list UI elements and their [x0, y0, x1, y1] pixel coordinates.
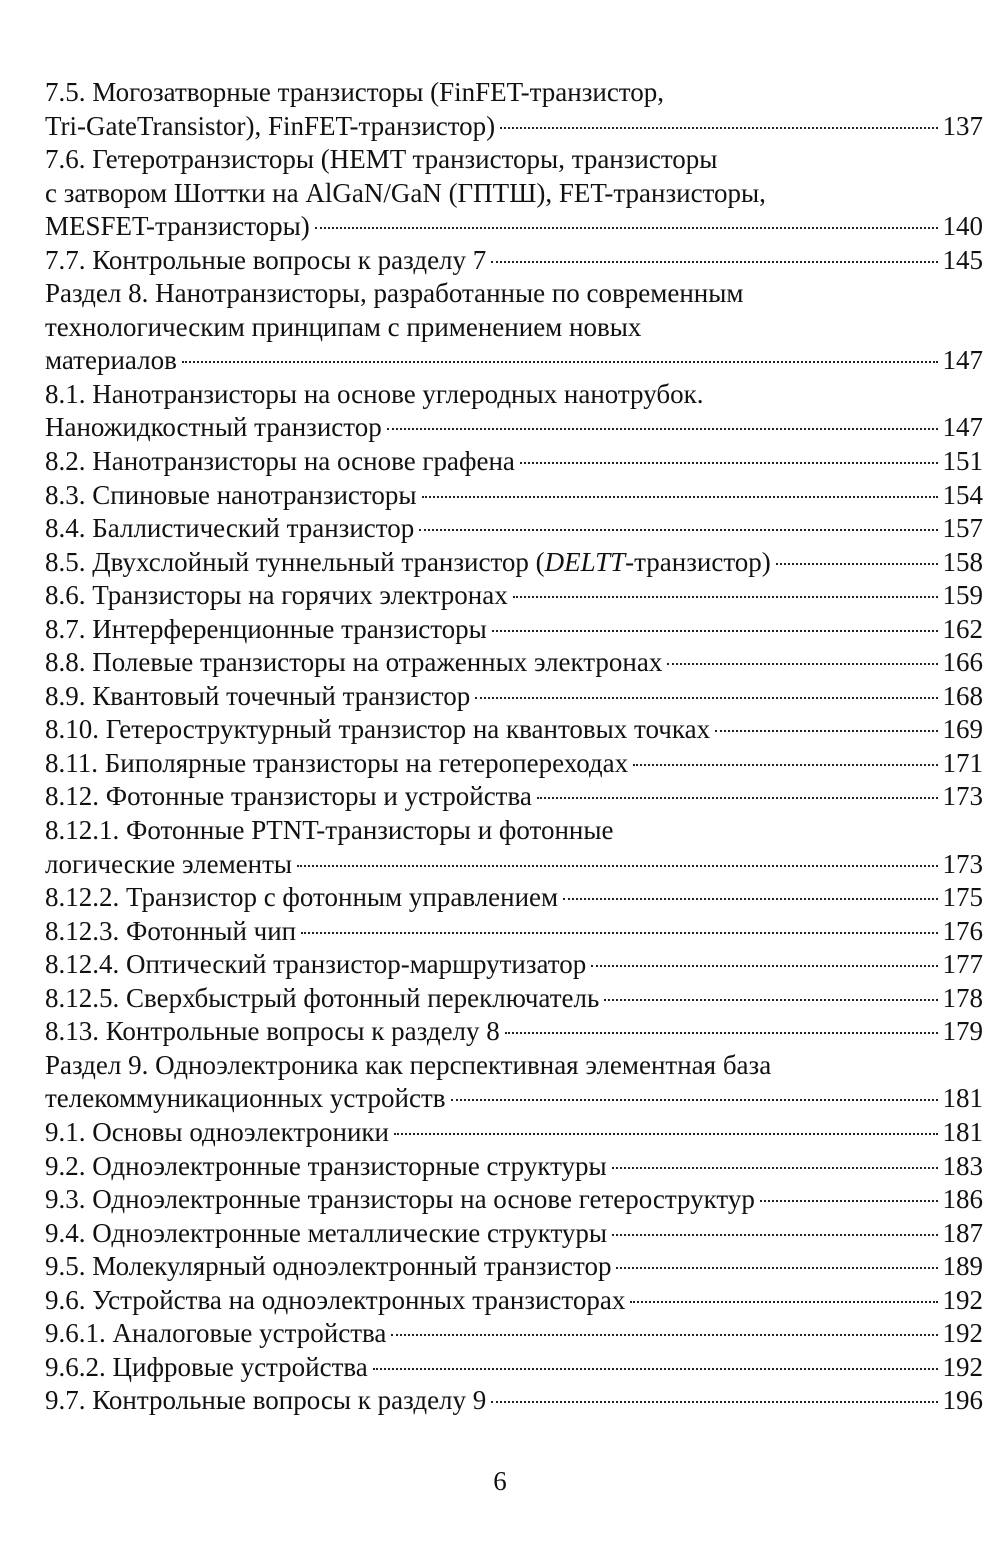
- toc-entry-title-line: 9.6.2. Цифровые устройства: [45, 1351, 368, 1382]
- dot-leader: [667, 663, 937, 665]
- toc-entry: [45, 881, 983, 915]
- toc-entry: [45, 244, 983, 278]
- toc-entry-title-line: 8.13. Контрольные вопросы к разделу 8: [45, 1016, 500, 1047]
- toc-entry: [45, 1217, 983, 1251]
- toc-entry-line: [45, 1250, 983, 1284]
- toc-page-number: 189: [942, 1251, 983, 1282]
- toc-entry: [45, 579, 983, 613]
- toc-entry-title-line: 7.6. Гетеротранзисторы (HEMT транзисторы, транзисторы: [45, 144, 718, 175]
- toc-page-number: 181: [942, 1083, 983, 1114]
- toc-entry: [45, 546, 983, 580]
- toc-entry-title-line: 8.7. Интерференционные транзисторы: [45, 613, 487, 644]
- toc-entry: [45, 1317, 983, 1351]
- toc-entry: [45, 982, 983, 1016]
- dot-leader: [373, 1368, 938, 1370]
- toc-page-number: 147: [942, 345, 983, 376]
- toc-page-number: 137: [942, 110, 983, 141]
- toc-entry-line: [45, 479, 983, 513]
- toc-entry: [45, 1351, 983, 1385]
- toc-entry: [45, 277, 983, 378]
- toc-entry: [45, 479, 983, 513]
- toc-entry: [45, 747, 983, 781]
- toc-entry-title-line: 9.6.1. Аналоговые устройства: [45, 1318, 387, 1349]
- toc-page-number: 171: [942, 747, 983, 778]
- toc-entry-title-line: 8.12.5. Сверхбыстрый фотонный переключатель: [45, 982, 600, 1013]
- toc-entry-title: [45, 546, 771, 580]
- toc-entry-title-line: 8.3. Спиновые нанотранзисторы: [45, 479, 417, 510]
- toc-entry-line: [45, 445, 983, 479]
- toc-entry-title-line: 8.9. Квантовый точечный транзистор: [45, 680, 471, 711]
- toc-page-number: 178: [942, 982, 983, 1013]
- toc-page-number: 154: [942, 479, 983, 510]
- toc-page-number: 187: [942, 1217, 983, 1248]
- dot-leader: [500, 127, 937, 129]
- dot-leader: [301, 932, 937, 934]
- dot-leader: [419, 529, 937, 531]
- toc-entry-title-line: 9.1. Основы одноэлектроники: [45, 1116, 389, 1147]
- toc-entry-title-part: -транзистор): [625, 546, 771, 577]
- toc-entry-title-line: 8.4. Баллистический транзистор: [45, 513, 415, 544]
- dot-leader: [520, 462, 938, 464]
- toc-entry-line: [45, 344, 983, 378]
- dot-leader: [612, 1167, 938, 1169]
- toc-entry-title-line: 9.2. Одноэлектронные транзисторные структуры: [45, 1150, 607, 1181]
- toc-entry-line: [45, 1317, 983, 1351]
- toc-page-number: 140: [942, 211, 983, 242]
- toc-entry-title-line: 9.6. Устройства на одноэлектронных транзисторах: [45, 1284, 626, 1315]
- toc-entry-title-line: 7.5. Могозатворные транзисторы (FinFET-транзистор,: [45, 77, 664, 107]
- toc-entry: [45, 143, 983, 244]
- toc-page-number: 157: [942, 513, 983, 544]
- toc-entry: [45, 1250, 983, 1284]
- toc-entry-title-line: 9.7. Контрольные вопросы к разделу 9: [45, 1385, 487, 1416]
- toc-page-number: 183: [942, 1150, 983, 1181]
- toc-entry-line: [45, 244, 983, 278]
- toc-entry-line: [45, 881, 983, 915]
- toc-entry-line: [45, 646, 983, 680]
- toc-page-number: 166: [942, 647, 983, 678]
- dot-leader: [475, 697, 937, 699]
- toc-entry: [45, 378, 983, 445]
- toc-entry-line: [45, 780, 983, 814]
- toc-entry: [45, 814, 983, 881]
- toc-page-number: 145: [942, 244, 983, 275]
- toc-entry-line: [45, 1284, 983, 1318]
- toc-page-number: 196: [942, 1385, 983, 1416]
- toc-entry-line: [45, 1384, 983, 1418]
- toc-entry-title-line: 8.12.1. Фотонные PTNT-транзисторы и фотонные: [45, 815, 614, 846]
- toc-entry: [45, 613, 983, 647]
- toc-entry: [45, 1015, 983, 1049]
- toc-entry-line: [45, 613, 983, 647]
- toc-page-number: 151: [942, 446, 983, 477]
- toc-entry-line: [45, 747, 983, 781]
- toc-entry-title-line: логические элементы: [45, 848, 293, 879]
- toc-entry-title-line: 8.6. Транзисторы на горячих электронах: [45, 580, 508, 611]
- toc-entry: [45, 445, 983, 479]
- toc-entry-title-line: 9.4. Одноэлектронные металлические структуры: [45, 1217, 608, 1248]
- toc-entry-line: [45, 1015, 983, 1049]
- toc-entry-title-line: технологическим принципам с применением новых: [45, 311, 642, 342]
- toc-entry-line: [45, 512, 983, 546]
- toc-entry: [45, 1384, 983, 1418]
- toc-page-number: 168: [942, 680, 983, 711]
- toc-page-number: 147: [942, 412, 983, 443]
- dot-leader: [297, 865, 937, 867]
- toc-entry: [45, 512, 983, 546]
- toc-entry-line: [45, 848, 983, 882]
- table-of-contents: [45, 76, 983, 1418]
- toc-page-number: 181: [942, 1116, 983, 1147]
- toc-entry-line: [45, 982, 983, 1016]
- toc-entry: [45, 680, 983, 714]
- toc-entry-line: [45, 915, 983, 949]
- dot-leader: [451, 1099, 938, 1101]
- dot-leader: [604, 999, 937, 1001]
- toc-entry-title-line: 8.10. Гетероструктурный транзистор на квантовых точках: [45, 714, 711, 745]
- toc-entry-line: [45, 1082, 983, 1116]
- toc-page-number: 186: [942, 1184, 983, 1215]
- toc-entry-line: [45, 546, 983, 580]
- toc-entry: [45, 646, 983, 680]
- toc-entry-line: [45, 948, 983, 982]
- dot-leader: [563, 898, 937, 900]
- toc-entry-title-line: 8.1. Нанотранзисторы на основе углеродных нанотрубок.: [45, 378, 704, 409]
- dot-leader: [633, 764, 937, 766]
- toc-entry-title-line: Раздел 8. Нанотранзисторы, разработанные по современным: [45, 278, 744, 309]
- dot-leader: [537, 797, 938, 799]
- toc-page-number: 173: [942, 781, 983, 812]
- toc-entry: [45, 1150, 983, 1184]
- dot-leader: [492, 630, 938, 632]
- toc-entry: [45, 1284, 983, 1318]
- toc-page-number: 162: [942, 613, 983, 644]
- dot-leader: [491, 261, 937, 263]
- toc-entry-line: [45, 210, 983, 244]
- toc-entry-title-line: 7.7. Контрольные вопросы к разделу 7: [45, 244, 487, 275]
- toc-page-number: 169: [942, 714, 983, 745]
- dot-leader: [715, 730, 937, 732]
- dot-leader: [591, 965, 937, 967]
- toc-page-number: 179: [942, 1016, 983, 1047]
- toc-entry: [45, 1183, 983, 1217]
- toc-page-number: 173: [942, 848, 983, 879]
- toc-entry-title-line: Раздел 9. Одноэлектроника как перспективная элементная база: [45, 1049, 772, 1080]
- toc-entry: [45, 713, 983, 747]
- toc-page-number: 176: [942, 915, 983, 946]
- toc-entry-title-line: 8.12.2. Транзистор с фотонным управлением: [45, 882, 559, 913]
- toc-entry-line: [45, 713, 983, 747]
- dot-leader: [612, 1234, 937, 1236]
- toc-page-number: 192: [942, 1284, 983, 1315]
- toc-entry-title-line: с затвором Шоттки на AlGaN/GaN (ГПТШ), FET-транзисторы,: [45, 177, 766, 208]
- toc-entry-line: [45, 1351, 983, 1385]
- toc-entry-title-part: DELTT: [544, 546, 626, 577]
- toc-entry: [45, 1116, 983, 1150]
- toc-entry-title-line: телекоммуникационных устройств: [45, 1083, 446, 1114]
- toc-entry-line: [45, 411, 983, 445]
- dot-leader: [391, 1334, 937, 1336]
- toc-page-number: 192: [942, 1318, 983, 1349]
- toc-entry-line: [45, 579, 983, 613]
- dot-leader: [491, 1401, 937, 1403]
- toc-page-number: 158: [942, 546, 983, 577]
- toc-entry: [45, 948, 983, 982]
- dot-leader: [394, 1133, 938, 1135]
- toc-page-number: 159: [942, 580, 983, 611]
- toc-entry: [45, 780, 983, 814]
- toc-entry-title-line: Tri-GateTransistor), FinFET-транзистор): [45, 110, 496, 141]
- toc-entry-line: [45, 1217, 983, 1251]
- toc-entry-title-line: 8.8. Полевые транзисторы на отраженных электронах: [45, 647, 663, 678]
- dot-leader: [513, 596, 938, 598]
- toc-entry-line: [45, 680, 983, 714]
- toc-entry-title-line: 8.12.3. Фотонный чип: [45, 915, 297, 946]
- dot-leader: [630, 1301, 937, 1303]
- dot-leader: [315, 227, 938, 229]
- toc-page-number: 177: [942, 949, 983, 980]
- toc-entry-title-line: Наножидкостный транзистор: [45, 412, 382, 443]
- toc-entry-title-part: 8.5. Двухслойный туннельный транзистор (: [45, 546, 545, 577]
- page-number: 6: [493, 1466, 507, 1496]
- dot-leader: [422, 496, 938, 498]
- toc-entry-title-line: 8.12.4. Оптический транзистор-маршрутизатор: [45, 949, 587, 980]
- toc-entry-title-line: материалов: [45, 345, 177, 376]
- dot-leader: [760, 1200, 938, 1202]
- toc-entry-line: [45, 110, 983, 144]
- toc-entry-line: [45, 1116, 983, 1150]
- toc-entry: [45, 1049, 983, 1116]
- toc-entry-title-line: 8.11. Биполярные транзисторы на гетеропереходах: [45, 747, 629, 778]
- toc-entry-title-line: 8.12. Фотонные транзисторы и устройства: [45, 781, 532, 812]
- dot-leader: [505, 1032, 938, 1034]
- dot-leader: [616, 1267, 937, 1269]
- toc-entry-title-line: 9.5. Молекулярный одноэлектронный транзистор: [45, 1251, 612, 1282]
- toc-entry-line: [45, 1183, 983, 1217]
- dot-leader: [182, 361, 938, 363]
- toc-entry-title-line: MESFET-транзисторы): [45, 211, 310, 242]
- toc-entry-title-line: 8.2. Нанотранзисторы на основе графена: [45, 446, 515, 477]
- dot-leader: [387, 428, 938, 430]
- toc-entry: [45, 915, 983, 949]
- toc-page-number: 175: [942, 882, 983, 913]
- toc-page-number: 192: [942, 1351, 983, 1382]
- toc-entry: [45, 76, 983, 143]
- toc-entry-title-line: 9.3. Одноэлектронные транзисторы на основе гетероструктур: [45, 1184, 755, 1215]
- toc-entry-line: [45, 1150, 983, 1184]
- dot-leader: [776, 563, 938, 565]
